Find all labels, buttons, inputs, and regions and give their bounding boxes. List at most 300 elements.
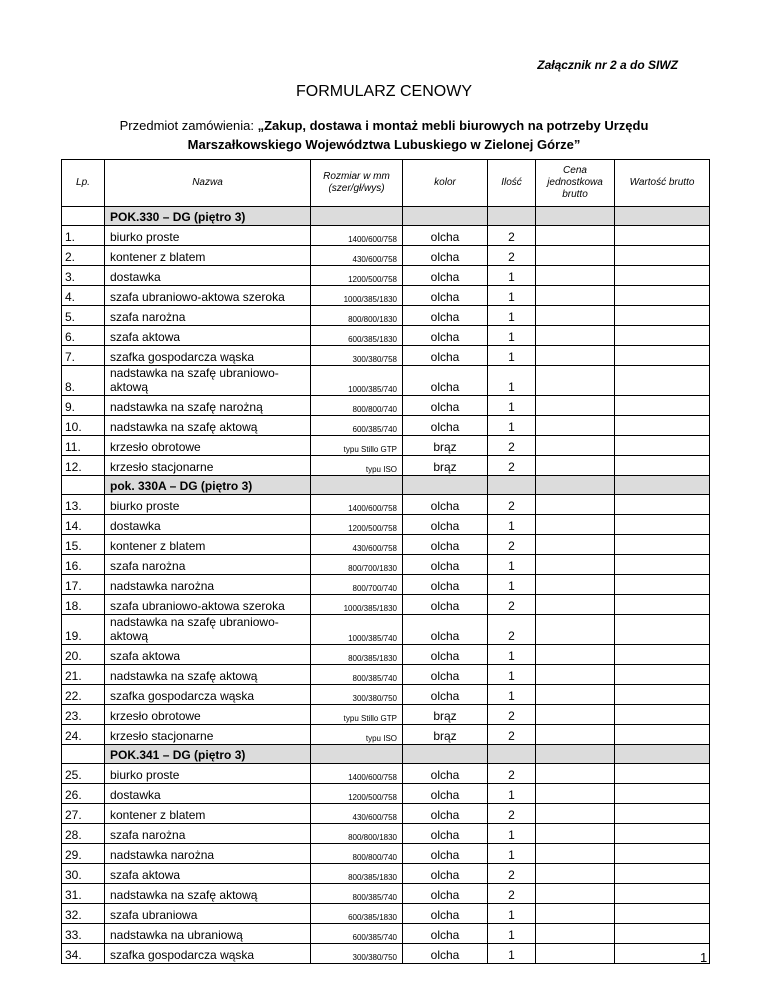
name-cell: szafa aktowa (105, 326, 311, 346)
unit-price-input[interactable] (536, 326, 615, 346)
size-cell: 800/800/740 (311, 396, 403, 416)
section-empty-cell (311, 476, 403, 495)
color-cell: olcha (403, 784, 488, 804)
table-row (62, 436, 710, 456)
qty-cell: 1 (488, 366, 536, 396)
qty-cell: 1 (488, 645, 536, 665)
unit-price-input[interactable] (536, 685, 615, 705)
color-cell: olcha (403, 924, 488, 944)
color-cell: olcha (403, 645, 488, 665)
name-cell: biurko proste (105, 495, 311, 515)
header-qty: Ilość (488, 160, 536, 207)
total-price-input[interactable] (615, 804, 710, 824)
lp-cell: 27. (62, 804, 105, 824)
unit-price-input[interactable] (536, 595, 615, 615)
unit-price-input[interactable] (536, 555, 615, 575)
subject-line-2: Marszałkowskiego Województwa Lubuskiego w Zielonej Górze” (187, 137, 581, 152)
name-cell: szafa ubraniowo-aktowa szeroka (105, 595, 311, 615)
subject-prefix: Przedmiot zamówienia: (119, 118, 258, 133)
total-price-input[interactable] (615, 436, 710, 456)
table-row (62, 286, 710, 306)
total-price-input[interactable] (615, 705, 710, 725)
total-price-input[interactable] (615, 944, 710, 964)
size-cell: 1400/600/758 (311, 764, 403, 784)
name-cell: nadstawka na ubraniową (105, 924, 311, 944)
qty-cell: 1 (488, 515, 536, 535)
total-price-input[interactable] (615, 725, 710, 745)
table-row (62, 555, 710, 575)
qty-cell: 1 (488, 944, 536, 964)
lp-cell: 13. (62, 495, 105, 515)
color-cell: olcha (403, 226, 488, 246)
unit-price-input[interactable] (536, 844, 615, 864)
size-cell: 1000/385/740 (311, 366, 403, 396)
table-row (62, 266, 710, 286)
color-cell: olcha (403, 515, 488, 535)
qty-cell: 2 (488, 804, 536, 824)
table-row (62, 456, 710, 476)
qty-cell: 1 (488, 396, 536, 416)
size-cell: typu ISO (311, 725, 403, 745)
section-title: pok. 330A – DG (piętro 3) (105, 476, 311, 495)
qty-cell: 2 (488, 246, 536, 266)
name-cell: krzesło stacjonarne (105, 456, 311, 476)
color-cell: brąz (403, 725, 488, 745)
unit-price-input[interactable] (536, 515, 615, 535)
qty-cell: 1 (488, 575, 536, 595)
unit-price-input[interactable] (536, 615, 615, 645)
color-cell: olcha (403, 864, 488, 884)
table-row (62, 725, 710, 745)
total-price-input[interactable] (615, 286, 710, 306)
lp-cell: 32. (62, 904, 105, 924)
size-cell: 800/385/740 (311, 665, 403, 685)
unit-price-input[interactable] (536, 416, 615, 436)
color-cell: olcha (403, 575, 488, 595)
lp-cell: 3. (62, 266, 105, 286)
unit-price-input[interactable] (536, 226, 615, 246)
size-cell: 1200/500/758 (311, 266, 403, 286)
qty-cell: 2 (488, 884, 536, 904)
name-cell: krzesło obrotowe (105, 705, 311, 725)
lp-cell: 7. (62, 346, 105, 366)
unit-price-input[interactable] (536, 645, 615, 665)
table-row (62, 575, 710, 595)
unit-price-input[interactable] (536, 346, 615, 366)
table-header-row (62, 160, 710, 207)
lp-cell: 9. (62, 396, 105, 416)
size-cell: 430/600/758 (311, 804, 403, 824)
lp-cell: 26. (62, 784, 105, 804)
color-cell: brąz (403, 705, 488, 725)
qty-cell: 1 (488, 844, 536, 864)
section-empty-cell (311, 745, 403, 764)
total-price-input[interactable] (615, 306, 710, 326)
total-price-input[interactable] (615, 844, 710, 864)
section-empty-cell (536, 745, 615, 764)
name-cell: krzesło stacjonarne (105, 725, 311, 745)
total-price-input[interactable] (615, 366, 710, 396)
unit-price-input[interactable] (536, 665, 615, 685)
color-cell: olcha (403, 904, 488, 924)
unit-price-input[interactable] (536, 884, 615, 904)
name-cell: szafa ubraniowo-aktowa szeroka (105, 286, 311, 306)
name-cell: nadstawka na szafę ubraniowo-aktową (105, 615, 311, 645)
name-cell: szafa aktowa (105, 645, 311, 665)
size-cell: typu Stillo GTP (311, 436, 403, 456)
color-cell: brąz (403, 436, 488, 456)
total-price-input[interactable] (615, 515, 710, 535)
color-cell: olcha (403, 615, 488, 645)
header-unit-price: Cena jednostkowa brutto (536, 160, 615, 207)
color-cell: olcha (403, 535, 488, 555)
section-empty-cell (403, 745, 488, 764)
total-price-input[interactable] (615, 924, 710, 944)
table-row (62, 904, 710, 924)
qty-cell: 1 (488, 555, 536, 575)
unit-price-input[interactable] (536, 904, 615, 924)
color-cell: olcha (403, 595, 488, 615)
lp-cell: 18. (62, 595, 105, 615)
color-cell: olcha (403, 495, 488, 515)
qty-cell: 2 (488, 535, 536, 555)
qty-cell: 2 (488, 764, 536, 784)
size-cell: 1000/385/1830 (311, 286, 403, 306)
section-empty-cell (403, 207, 488, 226)
lp-cell: 33. (62, 924, 105, 944)
name-cell: nadstawka na szafę aktową (105, 665, 311, 685)
qty-cell: 2 (488, 456, 536, 476)
qty-cell: 2 (488, 725, 536, 745)
color-cell: olcha (403, 665, 488, 685)
size-cell: 600/385/740 (311, 416, 403, 436)
color-cell: olcha (403, 416, 488, 436)
color-cell: olcha (403, 824, 488, 844)
order-subject (0, 116, 768, 154)
name-cell: nadstawka na szafę ubraniowo-aktową (105, 366, 311, 396)
color-cell: brąz (403, 456, 488, 476)
total-price-input[interactable] (615, 665, 710, 685)
qty-cell: 1 (488, 266, 536, 286)
size-cell: 1400/600/758 (311, 226, 403, 246)
size-cell: 1000/385/1830 (311, 595, 403, 615)
table-row (62, 416, 710, 436)
name-cell: szafa narożna (105, 555, 311, 575)
qty-cell: 1 (488, 416, 536, 436)
total-price-input[interactable] (615, 266, 710, 286)
size-cell: 600/385/740 (311, 924, 403, 944)
color-cell: olcha (403, 685, 488, 705)
table-row (62, 844, 710, 864)
section-empty-cell (536, 476, 615, 495)
lp-cell: 12. (62, 456, 105, 476)
section-empty-cell (615, 476, 710, 495)
total-price-input[interactable] (615, 226, 710, 246)
name-cell: szafka gospodarcza wąska (105, 685, 311, 705)
color-cell: olcha (403, 366, 488, 396)
total-price-input[interactable] (615, 495, 710, 515)
total-price-input[interactable] (615, 575, 710, 595)
color-cell: olcha (403, 286, 488, 306)
section-row (62, 207, 710, 226)
table-row (62, 784, 710, 804)
table-row (62, 396, 710, 416)
section-empty-cell (536, 207, 615, 226)
qty-cell: 2 (488, 436, 536, 456)
size-cell: 800/385/1830 (311, 645, 403, 665)
size-cell: 1400/600/758 (311, 495, 403, 515)
table-row (62, 515, 710, 535)
section-empty-cell (615, 207, 710, 226)
total-price-input[interactable] (615, 615, 710, 645)
size-cell: typu Stillo GTP (311, 705, 403, 725)
name-cell: krzesło obrotowe (105, 436, 311, 456)
color-cell: olcha (403, 844, 488, 864)
name-cell: szafa narożna (105, 306, 311, 326)
page-number: 1 (700, 950, 708, 965)
header-color: kolor (403, 160, 488, 207)
total-price-input[interactable] (615, 246, 710, 266)
table-row (62, 645, 710, 665)
lp-cell: 1. (62, 226, 105, 246)
unit-price-input[interactable] (536, 535, 615, 555)
qty-cell: 2 (488, 615, 536, 645)
section-empty-cell (615, 745, 710, 764)
lp-cell: 19. (62, 615, 105, 645)
qty-cell: 2 (488, 705, 536, 725)
name-cell: biurko proste (105, 226, 311, 246)
table-row (62, 535, 710, 555)
name-cell: dostawka (105, 784, 311, 804)
lp-cell: 24. (62, 725, 105, 745)
total-price-input[interactable] (615, 555, 710, 575)
lp-cell: 6. (62, 326, 105, 346)
unit-price-input[interactable] (536, 804, 615, 824)
total-price-input[interactable] (615, 346, 710, 366)
size-cell: 800/800/1830 (311, 824, 403, 844)
section-title: POK.330 – DG (piętro 3) (105, 207, 311, 226)
section-row (62, 476, 710, 495)
unit-price-input[interactable] (536, 396, 615, 416)
qty-cell: 2 (488, 864, 536, 884)
name-cell: szafa aktowa (105, 864, 311, 884)
lp-cell: 31. (62, 884, 105, 904)
lp-cell: 11. (62, 436, 105, 456)
name-cell: dostawka (105, 266, 311, 286)
table-row (62, 864, 710, 884)
section-empty-cell (488, 476, 536, 495)
section-empty-cell (488, 745, 536, 764)
total-price-input[interactable] (615, 595, 710, 615)
lp-cell: 21. (62, 665, 105, 685)
table-row (62, 615, 710, 645)
size-cell: 430/600/758 (311, 246, 403, 266)
unit-price-input[interactable] (536, 944, 615, 964)
total-price-input[interactable] (615, 326, 710, 346)
name-cell: nadstawka narożna (105, 844, 311, 864)
color-cell: olcha (403, 764, 488, 784)
name-cell: nadstawka na szafę aktową (105, 884, 311, 904)
lp-cell: 2. (62, 246, 105, 266)
lp-cell: 25. (62, 764, 105, 784)
table-row (62, 944, 710, 964)
name-cell: biurko proste (105, 764, 311, 784)
table-row (62, 346, 710, 366)
table-row (62, 306, 710, 326)
table-row (62, 226, 710, 246)
qty-cell: 1 (488, 326, 536, 346)
qty-cell: 1 (488, 665, 536, 685)
lp-cell: 22. (62, 685, 105, 705)
total-price-input[interactable] (615, 764, 710, 784)
name-cell: kontener z blatem (105, 246, 311, 266)
table-row (62, 326, 710, 346)
name-cell: szafa narożna (105, 824, 311, 844)
size-cell: 1000/385/740 (311, 615, 403, 645)
table-row (62, 595, 710, 615)
qty-cell: 1 (488, 286, 536, 306)
table-row (62, 665, 710, 685)
unit-price-input[interactable] (536, 286, 615, 306)
total-price-input[interactable] (615, 456, 710, 476)
section-row (62, 745, 710, 764)
size-cell: 430/600/758 (311, 535, 403, 555)
qty-cell: 1 (488, 924, 536, 944)
table-row (62, 804, 710, 824)
header-name: Nazwa (105, 160, 311, 207)
table-row (62, 246, 710, 266)
total-price-input[interactable] (615, 884, 710, 904)
total-price-input[interactable] (615, 535, 710, 555)
lp-cell: 29. (62, 844, 105, 864)
total-price-input[interactable] (615, 645, 710, 665)
unit-price-input[interactable] (536, 575, 615, 595)
lp-cell: 28. (62, 824, 105, 844)
lp-cell: 8. (62, 366, 105, 396)
lp-cell: 16. (62, 555, 105, 575)
header-lp: Lp. (62, 160, 105, 207)
table-row (62, 705, 710, 725)
table-body (62, 207, 710, 964)
qty-cell: 1 (488, 685, 536, 705)
color-cell: olcha (403, 555, 488, 575)
form-title: FORMULARZ CENOWY (296, 83, 472, 100)
lp-cell: 20. (62, 645, 105, 665)
color-cell: olcha (403, 804, 488, 824)
section-title: POK.341 – DG (piętro 3) (105, 745, 311, 764)
color-cell: olcha (403, 246, 488, 266)
unit-price-input[interactable] (536, 495, 615, 515)
subject-line-1: „Zakup, dostawa i montaż mebli biurowych na potrzeby Urzędu (257, 118, 649, 133)
section-empty-cell (311, 207, 403, 226)
table-row (62, 884, 710, 904)
color-cell: olcha (403, 266, 488, 286)
unit-price-input[interactable] (536, 824, 615, 844)
unit-price-input[interactable] (536, 864, 615, 884)
table-row (62, 924, 710, 944)
total-price-input[interactable] (615, 784, 710, 804)
size-cell: 1200/500/758 (311, 784, 403, 804)
color-cell: olcha (403, 346, 488, 366)
lp-cell: 4. (62, 286, 105, 306)
size-cell: 800/385/740 (311, 884, 403, 904)
qty-cell: 1 (488, 824, 536, 844)
name-cell: szafka gospodarcza wąska (105, 346, 311, 366)
lp-cell: 17. (62, 575, 105, 595)
qty-cell: 2 (488, 226, 536, 246)
size-cell: 300/380/758 (311, 346, 403, 366)
total-price-input[interactable] (615, 685, 710, 705)
size-cell: 800/700/1830 (311, 555, 403, 575)
section-empty-cell (488, 207, 536, 226)
table-row (62, 824, 710, 844)
qty-cell: 1 (488, 346, 536, 366)
size-cell: 800/800/740 (311, 844, 403, 864)
qty-cell: 1 (488, 904, 536, 924)
unit-price-input[interactable] (536, 764, 615, 784)
qty-cell: 1 (488, 784, 536, 804)
table-row (62, 495, 710, 515)
size-cell: 600/385/1830 (311, 904, 403, 924)
unit-price-input[interactable] (536, 306, 615, 326)
total-price-input[interactable] (615, 824, 710, 844)
price-table (61, 159, 710, 964)
lp-cell: 23. (62, 705, 105, 725)
name-cell: nadstawka narożna (105, 575, 311, 595)
total-price-input[interactable] (615, 904, 710, 924)
unit-price-input[interactable] (536, 366, 615, 396)
color-cell: olcha (403, 326, 488, 346)
size-cell: 300/380/750 (311, 944, 403, 964)
size-cell: 800/385/1830 (311, 864, 403, 884)
table-row (62, 366, 710, 396)
table-row (62, 685, 710, 705)
qty-cell: 2 (488, 595, 536, 615)
size-cell: 600/385/1830 (311, 326, 403, 346)
size-cell: 300/380/750 (311, 685, 403, 705)
size-cell: 1200/500/758 (311, 515, 403, 535)
annex-label: Załącznik nr 2 a do SIWZ (537, 58, 678, 72)
lp-cell: 14. (62, 515, 105, 535)
section-lp-cell (62, 476, 105, 495)
unit-price-input[interactable] (536, 246, 615, 266)
unit-price-input[interactable] (536, 725, 615, 745)
unit-price-input[interactable] (536, 266, 615, 286)
name-cell: szafa ubraniowa (105, 904, 311, 924)
lp-cell: 30. (62, 864, 105, 884)
unit-price-input[interactable] (536, 784, 615, 804)
total-price-input[interactable] (615, 396, 710, 416)
qty-cell: 2 (488, 495, 536, 515)
section-empty-cell (403, 476, 488, 495)
unit-price-input[interactable] (536, 436, 615, 456)
unit-price-input[interactable] (536, 924, 615, 944)
size-cell: 800/700/740 (311, 575, 403, 595)
unit-price-input[interactable] (536, 705, 615, 725)
name-cell: nadstawka na szafę aktową (105, 416, 311, 436)
header-size: Rozmiar w mm (szer/gł/wys) (311, 160, 403, 207)
unit-price-input[interactable] (536, 456, 615, 476)
name-cell: dostawka (105, 515, 311, 535)
total-price-input[interactable] (615, 416, 710, 436)
lp-cell: 34. (62, 944, 105, 964)
total-price-input[interactable] (615, 864, 710, 884)
section-lp-cell (62, 207, 105, 226)
qty-cell: 1 (488, 306, 536, 326)
section-lp-cell (62, 745, 105, 764)
size-cell: typu ISO (311, 456, 403, 476)
name-cell: kontener z blatem (105, 804, 311, 824)
